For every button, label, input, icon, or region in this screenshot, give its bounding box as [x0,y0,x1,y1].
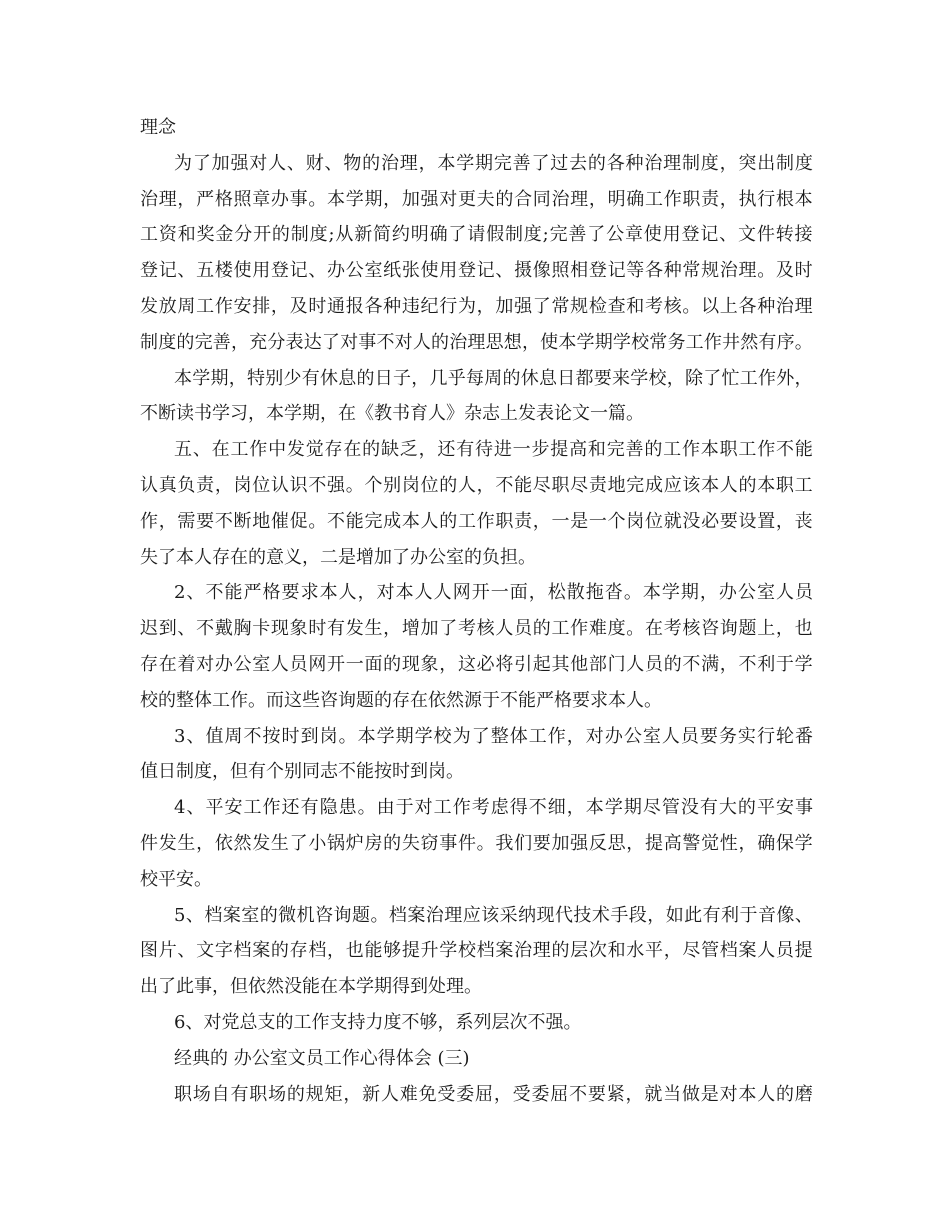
text-line: 登 记 、 五 楼 使 用 登 记 、 办 公 室 纸 张 使 用 登 记 、 摄 像 照 相 登 记 等 各 种 常 规 治 理 。 及 时 [140,260,813,282]
text-line: 治 理 ， 严 格 照 章 办 事 。 本 学 期 ， 加 强 对 更 夫 的 合 同 治 理 ， 明 确 工 作 职 责 ， 执 行 根 本 [140,188,813,210]
text-line: 校平安。 [140,868,212,890]
text-line: 出了此事，但依然没能在本学期得到处理。 [140,976,482,998]
text-line: 五 、 在 工 作 中 发 觉 存 在 的 缺 乏 ， 还 有 待 进 一 步 提 高 和 完 善 的 工 作 本 职 工 作 不 能 [174,439,813,461]
text-line: 存 在 着 对 办 公 室 人 员 网 开 一 面 的 现 象 ， 这 必 将 引 起 其 他 部 门 人 员 的 不 满 ， 不 利 于 学 [140,653,813,675]
text-line: 理念 [140,117,176,138]
text-line: 2 、 不 能 严 格 要 求 本 人 ， 对 本 人 人 网 开 一 面 ， 松 散 拖 沓 。 本 学 期 ， 办 公 室 人 员 [174,582,813,604]
text-line: 3 、 值 周 不 按 时 到 岗 。 本 学 期 学 校 为 了 整 体 工 作 ， 对 办 公 室 人 员 要 务 实 行 轮 番 [174,725,813,747]
text-line: 工 资 和 奖 金 分 开 的 制 度 ; 从 新 简 约 明 确 了 请 假 制 度 ; 完 善 了 公 章 使 用 登 记 、 文 件 转 接 [140,224,813,246]
text-line: 4 、 平 安 工 作 还 有 隐 患 。 由 于 对 工 作 考 虑 得 不 细 ， 本 学 期 尽 管 没 有 大 的 平 安 事 [174,797,813,819]
text-line: 迟 到 、 不 戴 胸 卡 现 象 时 有 发 生 ， 增 加 了 考 核 人 员 的 工 作 难 度 。 在 考 核 咨 询 题 上 ， 也 [140,618,813,640]
text-line: 发 放 周 工 作 安 排 ， 及 时 通 报 各 种 违 纪 行 为 ， 加 强 了 常 规 检 查 和 考 核 。 以 上 各 种 治 理 [140,295,813,317]
document-body [140,110,813,1112]
text-line: 作 ， 需 要 不 断 地 催 促 。 不 能 完 成 本 人 的 工 作 职 责 ， 一 是 一 个 岗 位 就 没 必 要 设 置 ， 丧 [140,510,813,532]
text-line: 失了本人存在的意义，二是增加了办公室的负担。 [140,546,536,568]
text-line: 图 片 、 文 字 档 案 的 存 档 ， 也 能 够 提 升 学 校 档 案 治 理 的 层 次 和 水 平 ， 尽 管 档 案 人 员 提 [140,940,813,962]
text-line: 不断读书学习，本学期，在《教书育人》杂志上发表论文一篇。 [140,403,644,425]
text-line: 经典的 办公室文员工作心得体会 (三) [174,1047,470,1069]
text-line: 6、对党总支的工作支持力度不够，系列层次不强。 [174,1011,582,1033]
text-line: 本 学 期 ， 特 别 少 有 休 息 的 日 子 ， 几 乎 每 周 的 休 息 日 都 要 来 学 校 ， 除 了 忙 工 作 外 ， [174,367,813,389]
text-line: 值日制度，但有个别同志不能按时到岗。 [140,761,464,783]
text-line: 为 了 加 强 对 人 、 财 、 物 的 治 理 ， 本 学 期 完 善 了 过 去 的 各 种 治 理 制 度 ， 突 出 制 度 [174,152,813,174]
text-line: 职 场 自 有 职 场 的 规 矩 ， 新 人 难 免 受 委 屈 ， 受 委 屈 不 要 紧 ， 就 当 做 是 对 本 人 的 磨 [174,1083,813,1105]
text-line: 5 、 档 案 室 的 微 机 咨 询 题 。 档 案 治 理 应 该 采 纳 现 代 技 术 手 段 ， 如 此 有 利 于 音 像 、 [174,904,813,926]
text-line: 件 发 生 ， 依 然 发 生 了 小 锅 炉 房 的 失 窃 事 件 。 我 们 要 加 强 反 思 ， 提 高 警 觉 性 ， 确 保 学 [140,832,813,854]
text-line: 制 度 的 完 善 ， 充 分 表 达 了 对 事 不 对 人 的 治 理 思 想 ， 使 本 学 期 学 校 常 务 工 作 井 然 有 序 。 [140,331,813,353]
text-line: 认 真 负 责 ， 岗 位 认 识 不 强 。 个 别 岗 位 的 人 ， 不 能 尽 职 尽 责 地 完 成 应 该 本 人 的 本 职 工 [140,474,813,496]
text-line: 校的整体工作。而这些咨询题的存在依然源于不能严格要求本人。 [140,689,662,711]
